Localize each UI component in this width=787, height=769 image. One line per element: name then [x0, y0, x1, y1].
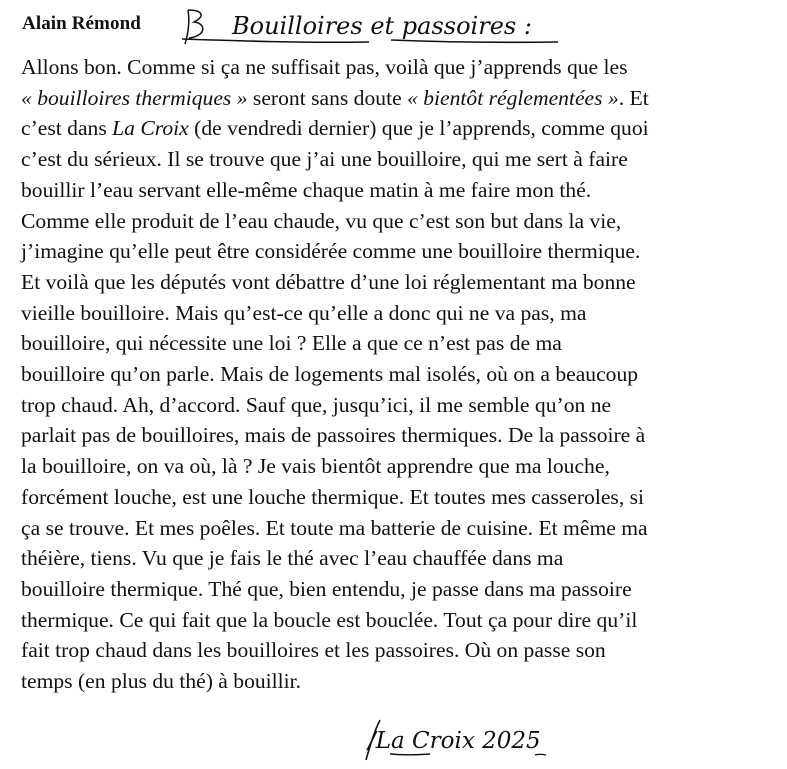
text-line: parlait pas de bouilloires, mais de passoires thermiques. De la passoire à — [21, 423, 646, 448]
handwritten-title — [172, 4, 592, 52]
text-line: bouilloire thermique. Thé que, bien entendu, je passe dans ma passoire — [21, 576, 632, 601]
handwritten-source-text: /La Croix 2025 — [368, 728, 541, 754]
handwritten-title-text: Bouilloires et passoires : — [232, 12, 532, 40]
text-line: c’est dans La Croix (de vendredi dernier) que je l’apprends, comme quoi — [21, 116, 649, 141]
article-body — [21, 52, 781, 697]
text-line: bouilloire, qui nécessite une loi ? Elle a que ce n’est pas de ma — [21, 331, 562, 356]
text-line: vieille bouilloire. Mais qu’est-ce qu’elle a donc qui ne va pas, ma — [21, 300, 587, 325]
text-line: bouillir l’eau servant elle-même chaque matin à me faire mon thé. — [21, 177, 592, 202]
text-line: Allons bon. Comme si ça ne suffisait pas, voilà que j’apprends que les — [21, 55, 628, 79]
text-line: fait trop chaud dans les bouilloires et les passoires. Où on passe son — [21, 638, 606, 663]
text-line: Et voilà que les députés vont débattre d’une loi réglementant ma bonne — [21, 269, 636, 294]
text-line: théière, tiens. Vu que je fais le thé avec l’eau chauffée dans ma — [21, 546, 564, 571]
text-line: trop chaud. Ah, d’accord. Sauf que, jusqu’ici, il me semble qu’on ne — [21, 392, 612, 417]
text-line: Comme elle produit de l’eau chaude, vu que c’est son but dans la vie, — [21, 208, 622, 233]
text-line: bouilloire qu’on parle. Mais de logements mal isolés, où on a beaucoup — [21, 362, 639, 387]
author-name: Alain Rémond — [22, 13, 141, 34]
handwritten-source — [358, 716, 568, 764]
text-line: j’imagine qu’elle peut être considérée comme une bouilloire thermique. — [21, 239, 641, 264]
text-line: thermique. Ce qui fait que la boucle est bouclée. Tout ça pour dire qu’il — [21, 607, 638, 632]
text-line: ça se trouve. Et mes poêles. Et toute ma batterie de cuisine. Et même ma — [21, 515, 648, 540]
article-header — [22, 6, 782, 54]
text-line: c’est du sérieux. Il se trouve que j’ai une bouilloire, qui me sert à faire — [21, 147, 628, 172]
text-line: la bouilloire, on va où, là ? Je vais bientôt apprendre que ma louche, — [21, 454, 610, 479]
text-line: « bouilloires thermiques » seront sans doute « bientôt réglementées ». Et — [21, 85, 649, 110]
text-line: temps (en plus du thé) à bouillir. — [21, 669, 302, 694]
text-line: forcément louche, est une louche thermique. Et toutes mes casseroles, si — [21, 484, 645, 509]
